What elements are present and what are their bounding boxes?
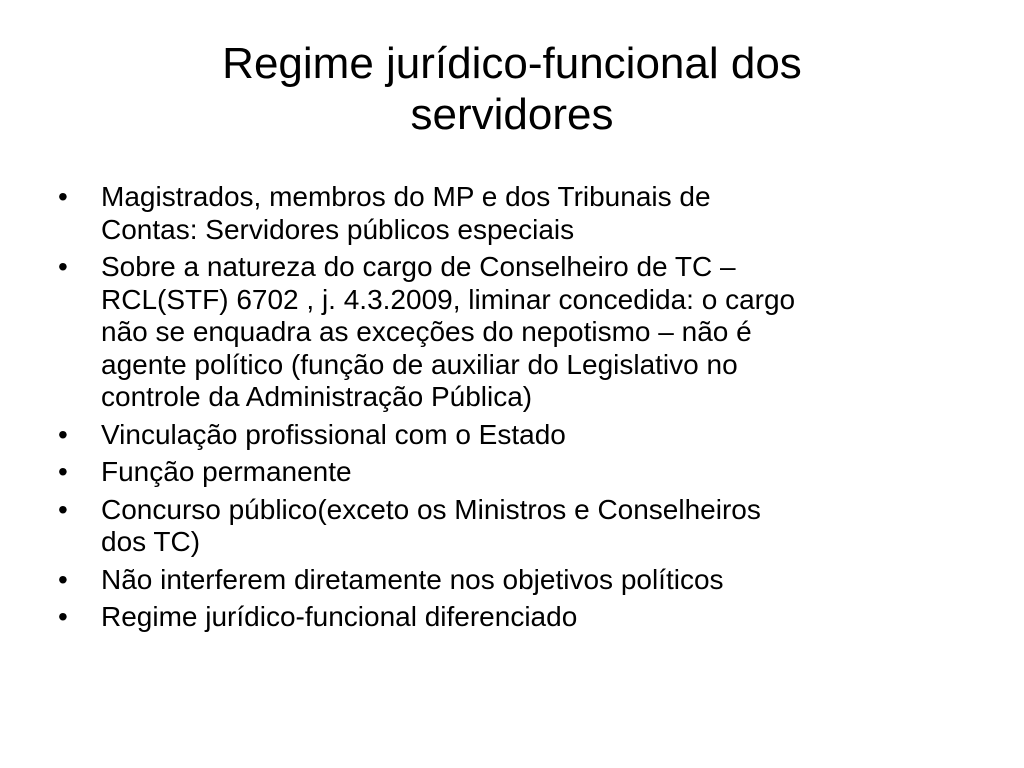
bullet-text-line: não se enquadra as exceções do nepotismo – não é [101, 316, 752, 347]
bullet-item [58, 494, 973, 559]
bullet-item [58, 564, 973, 597]
bullet-text-line: controle da Administração Pública) [101, 381, 533, 412]
bullet-item [58, 601, 973, 634]
bullet-item [58, 251, 973, 414]
bullet-text-line: Vinculação profissional com o Estado [101, 418, 566, 450]
bullet-text-line: Não interferem diretamente nos objetivos políticos [101, 563, 724, 595]
bullet-text-line: Contas: Servidores públicos especiais [101, 213, 575, 245]
bullet-text-line: Magistrados, membros do MP e dos Tribunais de [101, 181, 711, 212]
bullet-text-line: Concurso público(exceto os Ministros e Conselheiros [101, 493, 761, 525]
bullet-item [58, 181, 973, 246]
bullet-item [58, 419, 973, 452]
bullet-text-line: agente político (função de auxiliar do Legislativo no [101, 348, 738, 380]
bullet-text-line: Função permanente [101, 456, 352, 487]
bullet-icon: • [58, 601, 68, 632]
bullet-text-line: Sobre a natureza do cargo de Conselheiro de TC – [101, 251, 736, 282]
bullet-item [58, 456, 973, 489]
bullet-text-line: dos TC) [101, 526, 201, 557]
bullet-icon: • [58, 563, 68, 595]
bullet-icon: • [58, 418, 68, 450]
slide-title [80, 38, 944, 140]
bullet-text-line: RCL(STF) 6702 , j. 4.3.2009, liminar concedida: o cargo [101, 283, 796, 315]
slide-title-line: Regime jurídico-funcional dos [222, 39, 802, 88]
bullet-icon: • [58, 181, 68, 212]
bullet-icon: • [58, 251, 68, 282]
bullet-text-line: Regime jurídico-funcional diferenciado [101, 601, 578, 632]
slide-title-line: servidores [410, 90, 614, 140]
bullet-icon: • [58, 456, 68, 487]
bullet-list [58, 181, 973, 639]
bullet-icon: • [58, 493, 68, 525]
